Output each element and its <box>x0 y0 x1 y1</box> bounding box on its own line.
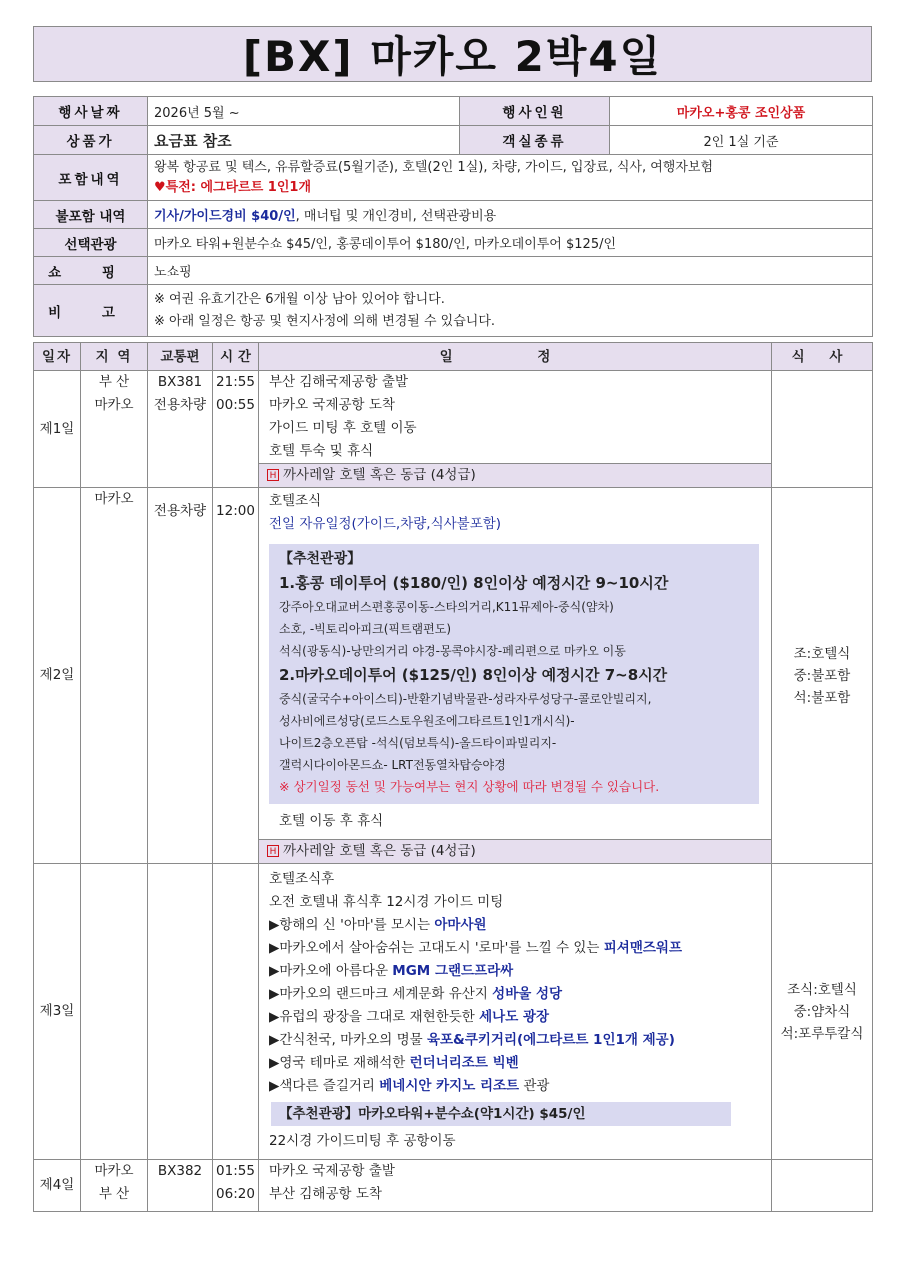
exclude-cell <box>148 201 873 229</box>
day3-item <box>269 1075 767 1098</box>
include-special: ♥특전: 에그타르트 1인1개 <box>154 179 312 195</box>
day2-line-2: 전일 자유일정(가이드,차량,식사불포함) <box>269 516 502 532</box>
day3-time <box>213 864 259 1160</box>
day2-time: 12:00 <box>213 488 259 864</box>
item-highlight: 성바울 성당 <box>492 986 563 1002</box>
page-title: [BX] 마카오 2박4일 <box>33 26 872 82</box>
day4-time-1: 01:55 <box>216 1163 255 1179</box>
include-value: 왕복 항공료 및 텍스, 유류할증료(5월기준), 호텔(2인 1실), 차량, 가이드, 입장료, 식사, 여행자보험 <box>154 159 714 175</box>
day1-time-2: 00:55 <box>216 397 255 413</box>
item-highlight: 세나도 광장 <box>479 1009 550 1025</box>
tour2-line: 성사비에르성당(로드스토우원조에그타르트1인1개시식)- <box>279 714 575 728</box>
header-day: 일자 <box>34 343 81 371</box>
day1-transport <box>148 371 213 488</box>
day3-label: 제3일 <box>34 864 81 1160</box>
tour2-line: 나이트2층오픈탑 -석식(덤보특식)-올드타이파빌리지- <box>279 736 557 750</box>
tour1-line: 강주아오대교버스편홍콩이동-스타의거리,K11뮤제아-중식(얌차) <box>279 600 614 614</box>
day1-itinerary <box>259 371 772 488</box>
tour2-title: 2.마카오데이투어 ($125/인) 8인이상 예정시간 7~8시간 <box>279 666 668 684</box>
day1-transport-1: BX381 <box>157 374 203 390</box>
item-highlight: 베네시안 카지노 리조트 <box>379 1078 520 1094</box>
item-highlight: 피셔맨즈워프 <box>603 940 682 956</box>
day3-item <box>269 983 767 1006</box>
remark-cell <box>148 285 873 337</box>
day2-row <box>34 488 873 864</box>
day2-label: 제2일 <box>34 488 81 864</box>
day4-line: 부산 김해공항 도착 <box>269 1186 382 1202</box>
tour1-line: 석식(광동식)-낭만의거리 야경-몽콕야시장-페리편으로 마카오 이동 <box>279 644 626 658</box>
item-highlight: 런더너리조트 빅벤 <box>409 1055 519 1071</box>
header-transport: 교통편 <box>148 343 213 371</box>
day1-place-2: 마카오 <box>94 397 134 413</box>
include-cell <box>148 155 873 201</box>
day4-meal <box>772 1160 873 1212</box>
exclude-strong: 기사/가이드경비 $40/인 <box>154 209 296 224</box>
tour2-line: 갤럭시다이아몬드쇼- LRT전동열차탑승야경 <box>279 758 506 772</box>
day2-hotel: 까사레알 호텔 혹은 동급 (4성급) <box>283 843 476 859</box>
day1-time-1: 21:55 <box>216 374 255 390</box>
day3-item <box>269 1029 767 1052</box>
exclude-label: 불포함 내역 <box>34 201 148 229</box>
day3-meal-1: 조식:호텔식 <box>787 981 857 998</box>
day2-recommended-box <box>269 544 759 804</box>
day2-meal-2: 중:불포함 <box>793 667 851 684</box>
day2-meal-1: 조:호텔식 <box>793 645 851 662</box>
day3-item <box>269 937 767 960</box>
item-text: ▶영국 테마로 재해석한 <box>269 1055 410 1071</box>
day1-label: 제1일 <box>34 371 81 488</box>
day2-transport: 전용차량 <box>148 488 213 864</box>
day1-place-1: 부 산 <box>98 374 130 390</box>
day3-item <box>269 960 767 983</box>
item-highlight: 육포&쿠키거리(에그타르트 1인1개 제공) <box>426 1032 675 1048</box>
day2-line-1: 호텔조식 <box>269 493 322 509</box>
day1-line: 부산 김해국제공항 출발 <box>269 374 408 390</box>
day1-transport-2: 전용차량 <box>153 397 207 413</box>
date-label: 행사날짜 <box>34 97 148 126</box>
product-info-table <box>33 96 873 337</box>
day2-rec-title: 【추천관광】 <box>279 551 362 567</box>
day3-meal <box>772 864 873 1160</box>
item-text: ▶마카오에서 살아숨쉬는 고대도시 '로마'를 느낄 수 있는 <box>269 940 604 956</box>
day3-transport <box>148 864 213 1160</box>
day3-last: 22시경 가이드미팅 후 공항이동 <box>269 1133 456 1149</box>
price-label: 상품가 <box>34 126 148 155</box>
item-text: ▶마카오에 아름다운 <box>269 963 393 979</box>
date-value: 2026년 5월 ~ <box>148 97 460 126</box>
room-label: 객실종류 <box>460 126 610 155</box>
shopping-value: 노쇼핑 <box>148 257 873 285</box>
hotel-icon: H <box>267 469 279 481</box>
item-text: ▶마카오의 랜드마크 세계문화 유산지 <box>269 986 493 1002</box>
price-value: 요금표 참조 <box>148 126 460 155</box>
day3-item <box>269 1006 767 1029</box>
item-highlight: MGM 그랜드프라싸 <box>392 963 514 979</box>
day3-meal-2: 중:얌차식 <box>793 1003 851 1020</box>
day1-row <box>34 371 873 488</box>
day2-meal <box>772 488 873 864</box>
day3-meal-3: 석:포루투칼식 <box>780 1025 864 1042</box>
day3-item <box>269 914 767 937</box>
people-label: 행사인원 <box>460 97 610 126</box>
remark-2: ※ 아래 일정은 항공 및 현지사정에 의해 변경될 수 있습니다. <box>154 313 496 329</box>
day4-time-2: 06:20 <box>216 1186 255 1202</box>
header-time: 시 간 <box>213 343 259 371</box>
day4-itinerary <box>259 1160 772 1212</box>
itinerary-table <box>33 342 873 1212</box>
day1-line: 호텔 투숙 및 휴식 <box>269 443 374 459</box>
day3-line-2: 오전 호텔내 휴식후 12시경 가이드 미팅 <box>269 894 504 910</box>
day4-row <box>34 1160 873 1212</box>
remark-1: ※ 여권 유효기간은 6개월 이상 남아 있어야 합니다. <box>154 291 445 307</box>
day2-itinerary <box>259 488 772 864</box>
optional-label: 선택관광 <box>34 229 148 257</box>
remark-label: 비 고 <box>34 285 148 337</box>
day1-line: 가이드 미팅 후 호텔 이동 <box>269 420 417 436</box>
day4-transport: BX382 <box>148 1160 213 1212</box>
day2-place: 마카오 <box>81 488 148 864</box>
day2-after: 호텔 이동 후 휴식 <box>279 813 384 829</box>
day3-place <box>81 864 148 1160</box>
day1-meal <box>772 371 873 488</box>
day3-item <box>269 1052 767 1075</box>
day2-warning: ※ 상기일정 동선 및 가능여부는 현지 상황에 따라 변경될 수 있습니다. <box>279 779 660 794</box>
day2-hotel-bar <box>259 839 771 863</box>
header-meal: 식 사 <box>772 343 873 371</box>
exclude-rest: , 매너팁 및 개인경비, 선택관광비용 <box>295 209 497 224</box>
tour1-title: 1.홍콩 데이투어 ($180/인) 8인이상 예정시간 9~10시간 <box>279 574 669 592</box>
day3-itinerary <box>259 864 772 1160</box>
tour2-line: 중식(굴국수+아이스티)-반환기념박물관-성라자루성당구-콜로안빌리지, <box>279 692 652 706</box>
day3-line-1: 호텔조식후 <box>269 871 335 887</box>
item-text: ▶항해의 신 '아마'를 모시는 <box>269 917 435 933</box>
day1-hotel-bar <box>259 463 771 487</box>
item-highlight: 아마사원 <box>434 917 487 933</box>
header-itinerary: 일 정 <box>259 343 772 371</box>
day1-line: 마카오 국제공항 도착 <box>269 397 395 413</box>
item-text: ▶간식천국, 마카오의 명물 <box>269 1032 427 1048</box>
day4-label: 제4일 <box>34 1160 81 1212</box>
item-text: ▶유럽의 광장을 그대로 재현한듯한 <box>269 1009 480 1025</box>
day4-line: 마카오 국제공항 출발 <box>269 1163 395 1179</box>
day2-meal-3: 석:불포함 <box>793 689 851 706</box>
header-place: 지 역 <box>81 343 148 371</box>
day1-time <box>213 371 259 488</box>
day1-place <box>81 371 148 488</box>
include-label: 포함내역 <box>34 155 148 201</box>
hotel-icon: H <box>267 845 279 857</box>
day3-recommended: 【추천관광】마카오타워+분수쇼(약1시간) $45/인 <box>271 1102 731 1126</box>
people-value: 마카오+홍콩 조인상품 <box>610 97 873 126</box>
tour1-line: 소호, -빅토리아피크(픽트램편도) <box>279 622 452 636</box>
optional-value: 마카오 타워+원분수쇼 $45/인, 홍콩데이투어 $180/인, 마카오데이투어 $125/인 <box>148 229 873 257</box>
item-text: 관광 <box>519 1078 550 1094</box>
day4-time <box>213 1160 259 1212</box>
day4-place-2: 부 산 <box>98 1186 130 1202</box>
item-text: ▶색다른 즐길거리 <box>269 1078 380 1094</box>
room-value: 2인 1실 기준 <box>610 126 873 155</box>
shopping-label: 쇼 핑 <box>34 257 148 285</box>
day4-place <box>81 1160 148 1212</box>
day4-place-1: 마카오 <box>94 1163 134 1179</box>
day3-row <box>34 864 873 1160</box>
day1-hotel: 까사레알 호텔 혹은 동급 (4성급) <box>283 467 476 483</box>
